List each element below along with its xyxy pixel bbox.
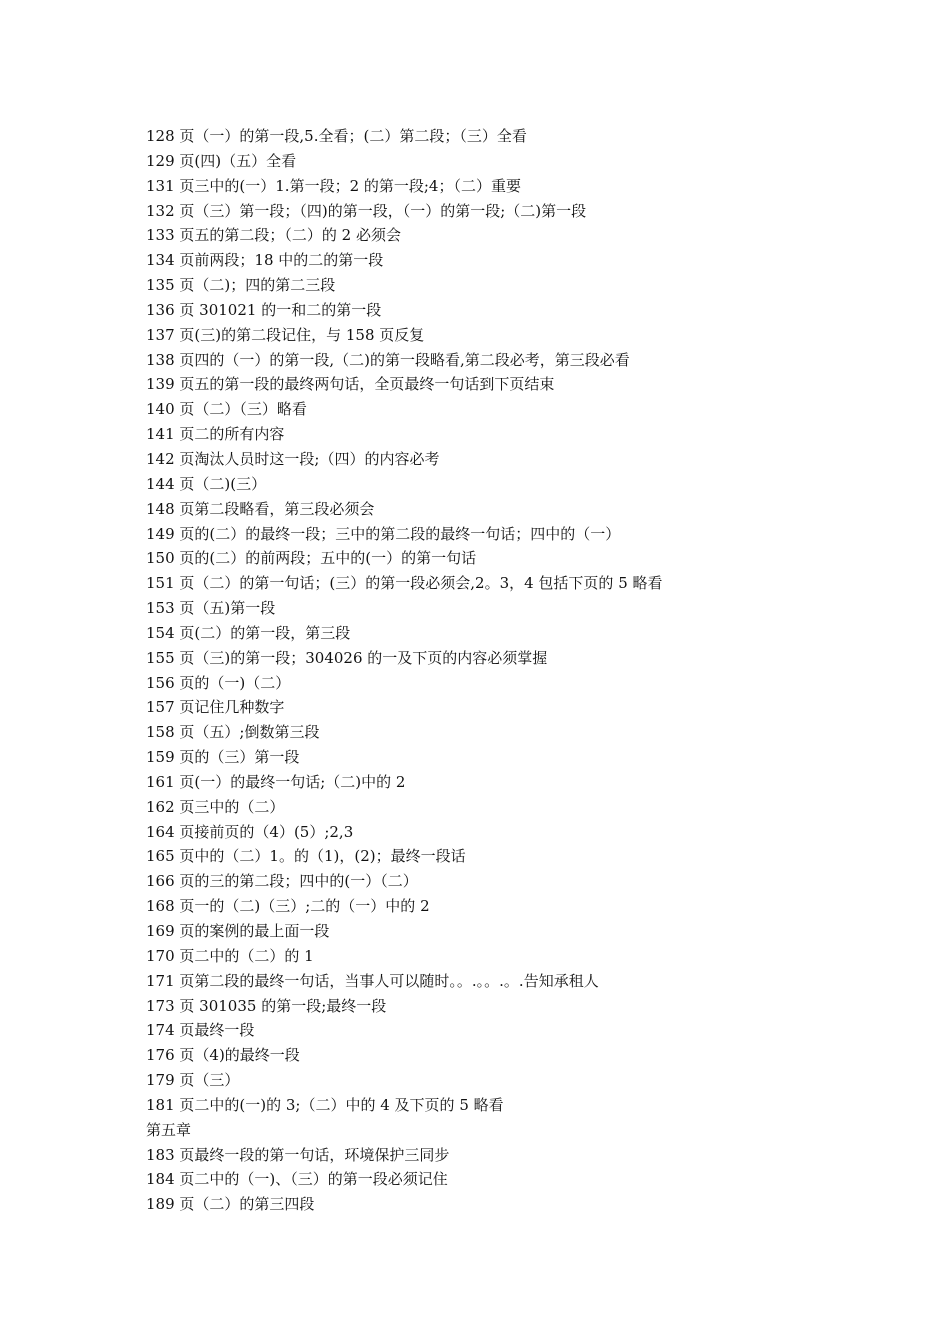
text-line: 184 页二中的（一)、（三）的第一段必须记住 <box>146 1170 448 1189</box>
text-line: 138 页四的（一）的第一段,（二)的第一段略看,第二段必考，第三段必看 <box>146 350 630 369</box>
text-line: 169 页的案例的最上面一段 <box>146 922 330 940</box>
text-line: 141 页二的所有内容 <box>146 425 285 444</box>
text-line: 144 页（二)(三） <box>146 474 267 493</box>
text-line: 136 页 301021 的一和二的第一段 <box>146 300 382 319</box>
text-line: 128 页（一）的第一段,5.全看；(二）第二段；（三）全看 <box>146 127 527 145</box>
text-line: 162 页三中的（二） <box>146 797 285 816</box>
text-line: 179 页（三） <box>146 1071 240 1090</box>
text-line: 171 页第二段的最终一句话，当事人可以随时。。.。。.。.告知承租人 <box>146 971 599 990</box>
text-line: 183 页最终一段的第一句话，环境保护三同步 <box>146 1145 450 1164</box>
text-line: 137 页(三)的第二段记住，与 158 页反复 <box>146 325 425 344</box>
text-line: 157 页记住几种数字 <box>146 698 285 717</box>
text-line: 155 页（三)的第一段；304026 的一及下页的内容必须掌握 <box>146 648 548 667</box>
text-line: 173 页 301035 的第一段;最终一段 <box>146 996 387 1015</box>
text-line: 142 页淘汰人员时这一段;（四）的内容必考 <box>146 449 440 468</box>
text-line: 165 页中的（二）1。的（1)，(2)；最终一段话 <box>146 847 466 866</box>
text-line: 159 页的（三）第一段 <box>146 748 300 767</box>
text-line: 158 页（五）;倒数第三段 <box>146 723 320 742</box>
text-line: 164 页接前页的（4）(5）;2,3 <box>146 822 354 841</box>
text-line: 151 页（二）的第一句话；(三）的第一段必须会,2。3，4 包括下页的 5 略看 <box>146 574 663 593</box>
text-line: 129 页(四)（五）全看 <box>146 151 297 170</box>
chapter-heading: 第五章 <box>146 1120 192 1139</box>
text-line: 149 页的(二）的最终一段；三中的第二段的最终一句话；四中的（一） <box>146 524 621 543</box>
text-line: 131 页三中的(一）1.第一段；2 的第一段;4；（二）重要 <box>146 176 521 195</box>
text-line: 133 页五的第二段；（二）的 2 必须会 <box>146 226 401 245</box>
text-line: 174 页最终一段 <box>146 1021 255 1040</box>
text-line: 154 页(二）的第一段，第三段 <box>146 623 351 642</box>
text-line: 181 页二中的(一)的 3;（二）中的 4 及下页的 5 略看 <box>146 1095 504 1114</box>
text-line: 170 页二中的（二）的 1 <box>146 946 314 965</box>
text-line: 176 页（4)的最终一段 <box>146 1046 300 1065</box>
text-line: 168 页一的（二)（三）;二的（一）中的 2 <box>146 897 430 916</box>
text-line: 150 页的(二）的前两段；五中的(一）的第一句话 <box>146 549 477 568</box>
text-line: 134 页前两段；18 中的二的第一段 <box>146 251 384 270</box>
text-line: 148 页第二段略看，第三段必须会 <box>146 499 375 518</box>
text-line: 132 页（三）第一段；（四)的第一段，（一）的第一段;（二)第一段 <box>146 201 587 220</box>
document-page <box>146 124 906 1217</box>
text-line: 140 页（二）（三）略看 <box>146 400 307 419</box>
text-line: 139 页五的第一段的最终两句话，全页最终一句话到下页结束 <box>146 375 555 394</box>
text-line: 161 页(一）的最终一句话;（二)中的 2 <box>146 772 406 791</box>
text-line: 156 页的（一)（二） <box>146 673 291 692</box>
text-line: 166 页的三的第二段；四中的(一）（二） <box>146 872 418 891</box>
text-line: 135 页（二)；四的第二三段 <box>146 276 336 295</box>
text-line: 189 页（二）的第三四段 <box>146 1195 315 1214</box>
text-line: 153 页（五)第一段 <box>146 599 276 618</box>
